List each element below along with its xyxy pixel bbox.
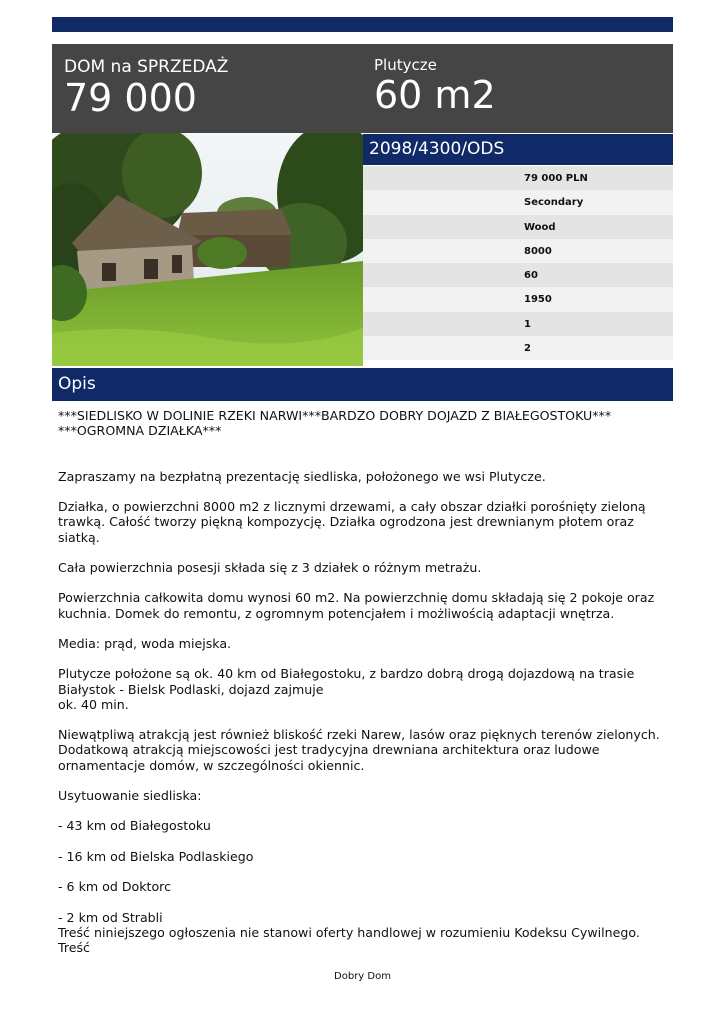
distance-item: - 2 km od Strabli [58, 909, 163, 925]
detail-value: 1 [524, 318, 531, 330]
distance-item: - 43 km od Białegostoku [58, 818, 211, 834]
detail-row [363, 190, 673, 214]
detail-value: 1950 [524, 294, 552, 306]
paragraph: Cała powierzchnia posesji składa się z 3 działek o różnym metrażu. [58, 559, 482, 575]
detail-row [363, 312, 673, 336]
description-body [58, 408, 668, 955]
reference-bar [363, 134, 673, 165]
detail-value: Secondary [524, 197, 584, 209]
detail-row [363, 239, 673, 263]
distance-item: - 16 km od Bielska Podlaskiego [58, 848, 254, 864]
detail-value: 79 000 PLN [524, 173, 588, 184]
detail-row [363, 215, 673, 239]
listing-type: DOM na SPRZEDAŻ [64, 57, 229, 77]
listing-price: 79 000 [64, 76, 197, 120]
reference-number: 2098/4300/ODS [369, 139, 505, 159]
paragraph: Działka, o powierzchni 8000 m2 z licznymi drzewami, a cały obszar działki porośnięty zieloną trawką. Całość tworzy piękną kompozycję. Działka ogrodzona jest drewnianym płotem oraz siatką. [58, 499, 646, 545]
detail-value: 2 [524, 342, 531, 354]
listing-header [52, 44, 673, 133]
listing-area: 60 m2 [374, 73, 496, 117]
listing-location: Plutycze [374, 56, 437, 74]
paragraph: Media: prąd, woda miejska. [58, 635, 232, 651]
description-section-header [52, 368, 673, 401]
paragraph-line: Plutycze położone są ok. 40 km od Białegostoku, z bardzo dobrą drogą dojazdową na trasie [58, 666, 635, 682]
detail-row [363, 263, 673, 287]
footer-agency: Dobry Dom [334, 971, 391, 982]
paragraph: Powierzchnia całkowita domu wynosi 60 m2. Na powierzchnię domu składają się 2 pokoje oraz kuchnia. Domek do remontu, z ogromnym potencjałem i możliwością adaptacji wnętrza. [58, 590, 655, 621]
paragraph-line: ok. 40 min. [58, 696, 129, 712]
detail-value: Wood [524, 221, 556, 233]
headline-line: ***SIEDLISKO W DOLINIE RZEKI NARWI***BARDZO DOBRY DOJAZD Z BIAŁEGOSTOKU*** [58, 408, 612, 423]
paragraph: Niewątpliwą atrakcją jest również bliskość rzeki Narew, lasów oraz pięknych terenów zielonych. Dodatkową atrakcją miejscowości jest tradycyjna drewniana architektura oraz ludowe ornamentacje domów, w szczególności okiennic. [58, 727, 660, 773]
detail-row [363, 166, 673, 190]
details-table [363, 166, 673, 360]
disclaimer: Treść niniejszego ogłoszenia nie stanowi oferty handlowej w rozumieniu Kodeksu Cywilnego. Treść [58, 924, 640, 955]
detail-value: 60 [524, 270, 538, 281]
detail-value: 8000 [524, 245, 552, 257]
paragraph: Usytuowanie siedliska: [58, 787, 202, 803]
detail-row [363, 287, 673, 311]
detail-row [363, 336, 673, 360]
headline-line: ***OGROMNA DZIAŁKA*** [58, 423, 222, 439]
paragraph-line: Białystok - Bielsk Podlaski, dojazd zajmuje [58, 681, 324, 697]
distance-item: - 6 km od Doktorc [58, 879, 171, 895]
top-accent-bar [52, 17, 673, 32]
paragraph: Zapraszamy na bezpłatną prezentację siedliska, położonego we wsi Plutycze. [58, 468, 546, 484]
section-title: Opis [58, 374, 96, 394]
property-photo [52, 133, 363, 366]
